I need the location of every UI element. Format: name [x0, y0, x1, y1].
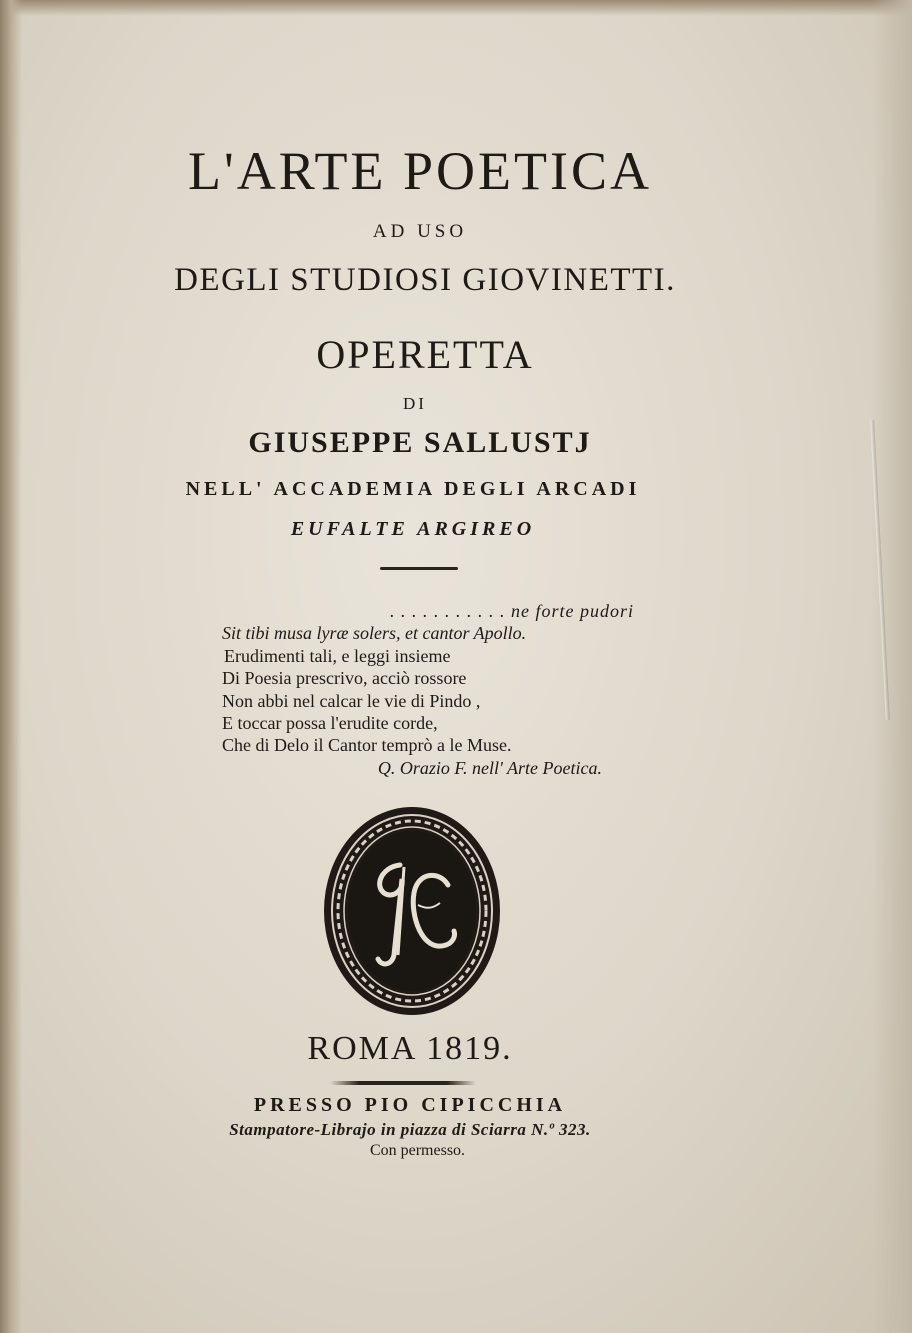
book-title: L'ARTE POETICA — [188, 141, 652, 201]
epigraph — [222, 600, 662, 779]
arcadian-name: EUFALTE ARGIREO — [290, 518, 536, 540]
printer-name: PRESSO PIO CIPICCHIA — [253, 1094, 567, 1116]
printer-address: Stampatore-Librajo in piazza di Sciarra N.º 323. — [229, 1120, 591, 1139]
subtitle-line-2: DEGLI STUDIOSI GIOVINETTI. — [174, 262, 676, 298]
epigraph-line: E toccar possa l'erudite corde, — [222, 713, 438, 734]
by-label: DI — [403, 394, 427, 413]
imprint-city-year: ROMA 1819. — [307, 1030, 513, 1067]
epigraph-line: Non abbi nel calcar le vie di Pindo , — [222, 690, 481, 711]
academy-line: NELL' ACCADEMIA DEGLI ARCADI — [185, 478, 641, 500]
printer-monogram-emblem — [322, 805, 502, 1017]
epigraph-line: Di Poesia prescrivo, acciò rossore — [222, 668, 467, 689]
decorative-rule — [380, 567, 458, 570]
page-top-edge — [0, 0, 912, 16]
epigraph-line: Erudimenti tali, e leggi insieme — [224, 645, 451, 666]
subtitle-line-1: AD USO — [372, 221, 468, 242]
decorative-rule — [330, 1081, 476, 1085]
epigraph-line: Che di Delo il Cantor temprò a le Muse. — [222, 735, 512, 756]
epigraph-line: . . . . . . . . . . . ne forte pudori — [390, 601, 634, 621]
epigraph-line: Sit tibi musa lyræ solers, et cantor Apollo. — [222, 623, 527, 644]
work-type: OPERETTA — [316, 332, 534, 377]
permission-note: Con permesso. — [369, 1142, 466, 1159]
author-name: GIUSEPPE SALLUSTJ — [248, 426, 592, 459]
epigraph-attribution: Q. Orazio F. nell' Arte Poetica. — [377, 757, 602, 778]
page-right-edge — [872, 0, 912, 1333]
